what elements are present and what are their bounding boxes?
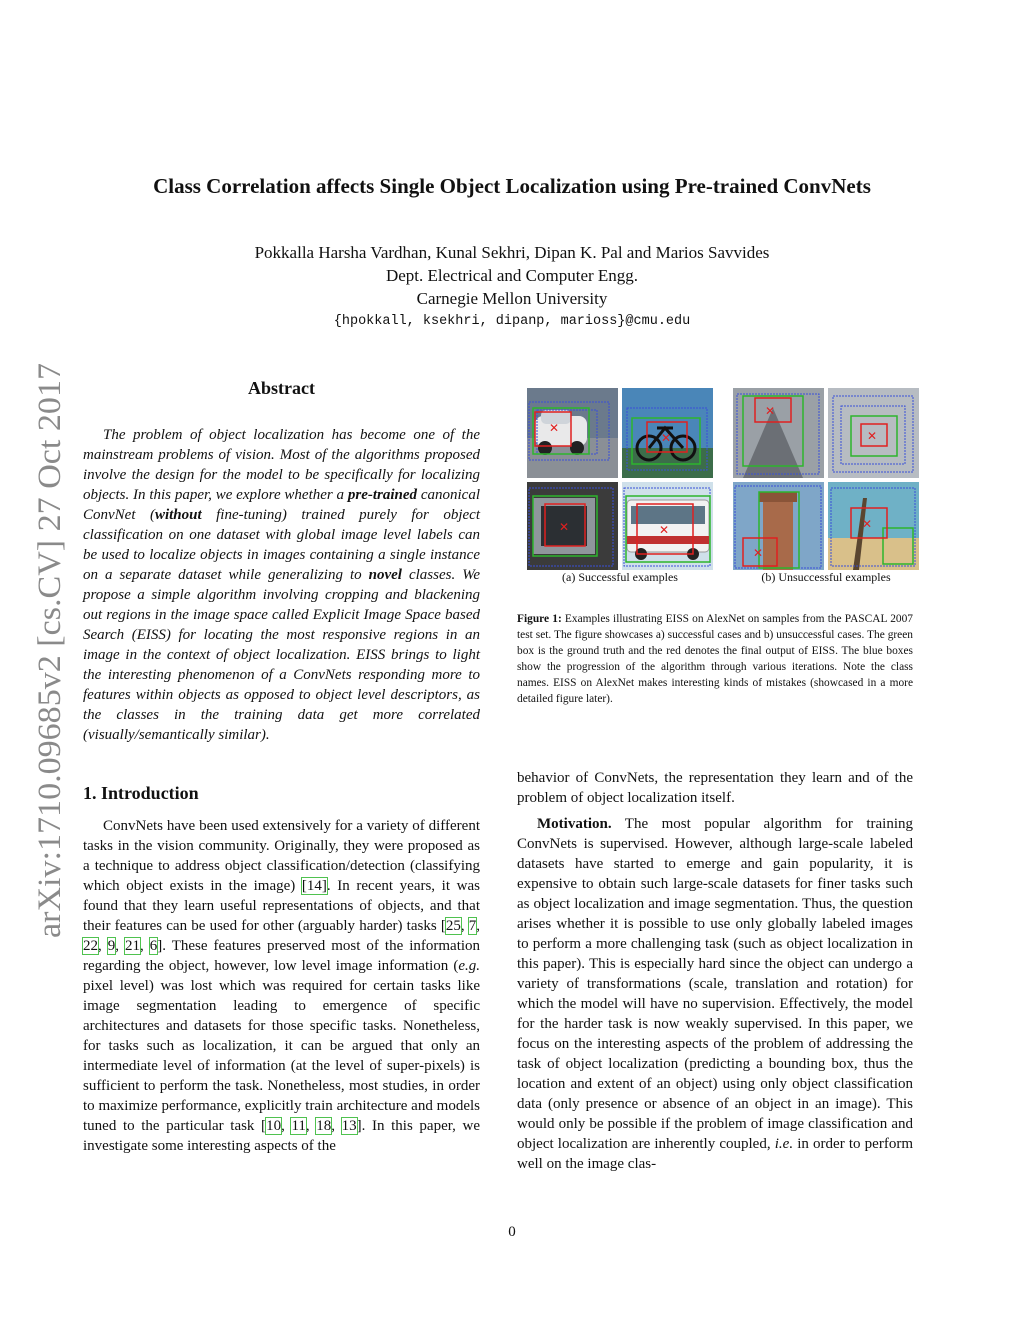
citation-link[interactable]: 6 [149,938,158,954]
intro-run: ]. In this paper, we investigate some interesting aspects of the [83,1118,480,1154]
motivation-heading: Motivation. [537,816,612,832]
left-column [83,378,480,1156]
motivation-run: The most popular algorithm for training ConvNets is supervised. However, although large-scale labeled datasets have started to emerge and gain popularity, it is expensive to obtain such large-scale datasets for finer tasks such as object localization and image segmentation. Thus, the question arises whether it is possible to use only globally labeled images to perform a more challenging task (such as object localization in this paper). This is especially hard since the object can undergo a variety of transformations (scale, translation and rotation) for which the model will have no supervision. Effectively, the model for the harder task is now weakly supervised. In this paper, we focus on the interesting aspects of the problem of addressing the task of object localization (predicting a bounding box, thus the location and extent of an object) using only object classification data (only presence or absence of an object in an image). This would only be possible if the problem of image classification and object localization are inherently coupled, [517,816,913,1152]
successful-examples-image [527,388,713,570]
figure-caption-text: Examples illustrating EISS on AlexNet on samples from the PASCAL 2007 test set. The figure showcases a) successful cases and b) unsuccessful cases. The green box is the ground truth and the red denotes the final output of EISS. The blue boxes show the progression of the algorithm through various iterations. Note the class names. EISS on AlexNet makes interesting kinds of mistakes (showcased in a more detailed figure later). [517,613,913,705]
right-column [517,768,913,1174]
citation-link[interactable]: 7 [468,918,477,934]
svg-text:✕: ✕ [753,546,764,560]
unsuccessful-examples-image [733,388,919,570]
intro-run: pixel level) was lost which was required for certain tasks like image segmentation leading to emergence of specific architectures and datasets for those specific tasks. Nonetheless, for tasks such as localization, it can be argued that only an intermediate level of information (at the level of super-pixels) is sufficient to perform the task. Nonetheless, most studies, in order to maximize performance, explicitly train architecture and models tuned to the particular task [ [83,978,480,1134]
intro-heading: 1. Introduction [83,783,199,803]
author-block [0,241,1024,333]
citation-link[interactable]: 18 [316,1118,332,1134]
abstract-bold: pre-trained [347,487,418,503]
svg-text:✕: ✕ [549,421,560,435]
paper-title: Class Correlation affects Single Object Localization using Pre-trained ConvNets [153,174,871,198]
intro-italic: e.g. [458,958,480,974]
svg-text:✕: ✕ [765,404,776,418]
author-university: Carnegie Mellon University [416,289,608,308]
citation-link[interactable]: [14] [301,878,327,894]
citation-link[interactable]: 22 [83,938,98,954]
abstract-run: canonical ConvNet ( [83,487,480,523]
svg-text:✕: ✕ [559,520,570,534]
arxiv-stamp [30,360,70,940]
svg-text:✕: ✕ [661,431,672,445]
citation-link[interactable]: 25 [445,918,461,934]
svg-text:✕: ✕ [659,523,670,537]
author-email[interactable]: {hpokkall, ksekhri, dipanp, marioss}@cmu.edu [333,314,691,329]
abstract-run: The problem of object localization has become one of the mainstream problems of vision. Most of the algorithms proposed involve the design for the model to be specifically for localizing objects. In this paper, we explore whether a [83,427,480,503]
intro-run: ]. These features preserved most of the information regarding the object, however, low level image information ( [83,938,481,974]
subcaption-a: (a) Successful examples [562,570,678,584]
svg-text:✕: ✕ [867,429,878,443]
author-dept: Dept. Electrical and Computer Engg. [385,266,639,285]
motivation-run: in order to perform well on the image clas- [517,1136,913,1172]
figure-1 [527,388,919,584]
intro-paragraph: ConvNets have been used extensively for a variety of different tasks in the vision community. Originally, they were proposed as a technique to address object classification/detection (classifying which object exists in the image) [14]. In recent years, it was found that they learn useful representations of objects, and that their features can be used for other (arguably harder) tasks [25, 7, 22, 9, 21, 6]. These features preserved most of the information regarding the object, however, low level image information (e.g. pixel level) was lost which was required for certain tasks like image segmentation leading to emergence of specific architectures and datasets for those specific tasks. Nonetheless, for tasks such as localization, it can be argued that only an intermediate level of information (at the level of super-pixels) is sufficient to perform the task. Nonetheless, most studies, in order to maximize performance, explicitly train architecture and models tuned to the particular task [10, 11, 18, 13]. In this paper, we investigate some interesting aspects of the [83,818,481,1154]
abstract [83,425,480,745]
abstract-text [83,425,480,745]
citation-link[interactable]: 13 [341,1118,357,1134]
motivation-paragraph [517,814,913,1174]
subcaption-b: (b) Unsuccessful examples [761,570,891,584]
abstract-bold: without [154,507,202,523]
figure-panel-b [733,388,919,584]
citation-link[interactable]: 9 [107,938,116,954]
motivation-italic: i.e. [774,1136,794,1152]
abstract-heading: Abstract [248,378,315,398]
intro-run: . In recent years, it was found that they learn useful representations of objects, and that their features can be used for other (arguably harder) tasks [ [83,878,480,934]
citation-link[interactable]: 21 [125,938,140,954]
abstract-bold: novel [368,567,402,583]
citation-link[interactable]: 11 [291,1118,306,1134]
svg-text:✕: ✕ [862,517,873,531]
intro-run: ConvNets have been used extensively for a variety of different tasks in the vision community. Originally, they were proposed as a technique to address object classification/detection (classifying which object exists in the image) [83,818,480,894]
figure-panel-a [527,388,713,584]
figure-label: Figure 1: [517,613,562,625]
author-names: Pokkalla Harsha Vardhan, Kunal Sekhri, Dipan K. Pal and Marios Savvides [254,243,770,262]
abstract-run: classes. We propose a simple algorithm involving cropping and blackening out regions in the image space called Explicit Image Space based Search (EISS) for locating the most responsive regions in an image in the context of object localization. EISS brings to light the interesting phenomenon of a ConvNets responding more to features within objects as opposed to object level descriptors, as the classes in the training data get more correlated (visually/semantically similar). [83,567,480,743]
continued-paragraph: behavior of ConvNets, the representation they learn and of the problem of object localization itself. [517,770,913,806]
arxiv-id: arXiv:1710.09685v2 [cs.CV] 27 Oct 2017 [32,380,68,938]
citation-link[interactable]: 10 [266,1118,282,1134]
abstract-run: fine-tuning) trained purely for object classification on one dataset with global image level labels can be used to localize objects in images containing a single instance on a separate dataset while generalizing to [83,507,480,583]
page-number: 0 [508,1224,516,1240]
figure-caption [517,611,913,707]
